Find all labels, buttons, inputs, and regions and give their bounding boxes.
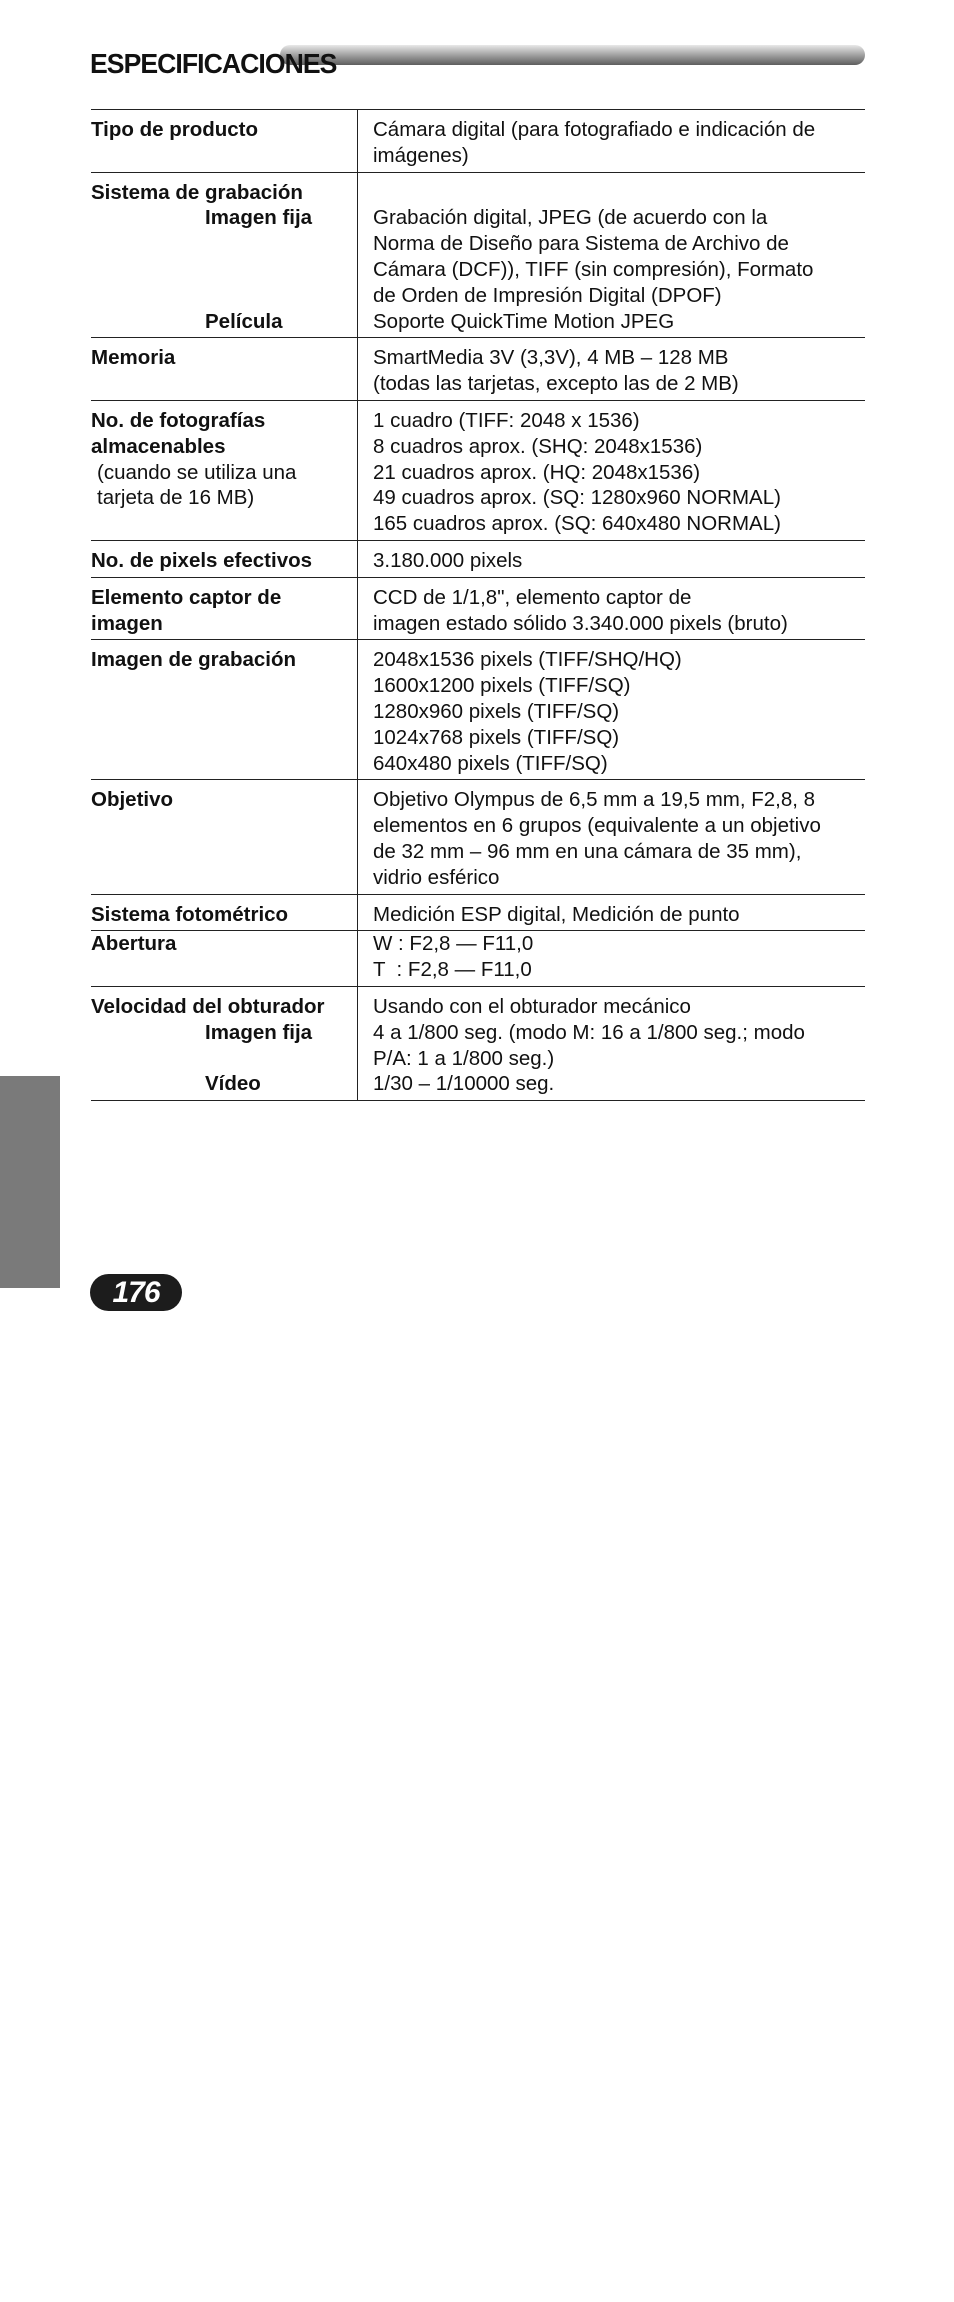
spec-value: W : F2,8 — F11,0 bbox=[373, 932, 534, 956]
spec-label: Velocidad del obturador bbox=[91, 994, 325, 1018]
spec-value: Objetivo Olympus de 6,5 mm a 19,5 mm, F2,8, 8 bbox=[373, 788, 816, 812]
language-side-tab bbox=[0, 1076, 60, 2302]
spec-value: Soporte QuickTime Motion JPEG bbox=[373, 309, 675, 333]
spec-row-objetivo bbox=[91, 780, 865, 894]
spec-value: 1024x768 pixels (TIFF/SQ) bbox=[373, 725, 620, 749]
spec-value: Cámara (DCF)), TIFF (sin compresión), Formato bbox=[373, 257, 814, 281]
spec-label: Objetivo bbox=[91, 788, 174, 812]
spec-label: almacenables bbox=[91, 434, 226, 458]
spec-value: (todas las tarjetas, excepto las de 2 MB) bbox=[373, 372, 739, 396]
spec-value: Grabación digital, JPEG (de acuerdo con la bbox=[373, 206, 768, 230]
spec-sublabel: Imagen fija bbox=[205, 206, 313, 230]
spec-value: Medición ESP digital, Medición de punto bbox=[373, 902, 740, 926]
spec-label: No. de fotografías bbox=[91, 408, 266, 432]
spec-sublabel: Imagen fija bbox=[205, 1020, 313, 1044]
spec-label: No. de pixels efectivos bbox=[91, 548, 313, 572]
spec-note: (cuando se utiliza una bbox=[97, 460, 297, 484]
spec-value: 1280x960 pixels (TIFF/SQ) bbox=[373, 699, 620, 723]
spec-row-imagen-grabacion bbox=[91, 640, 865, 780]
spec-note: tarjeta de 16 MB) bbox=[97, 486, 255, 510]
spec-value: imágenes) bbox=[373, 143, 469, 167]
spec-value: 1/30 – 1/10000 seg. bbox=[373, 1072, 555, 1096]
spec-label: Imagen de grabación bbox=[91, 648, 297, 672]
spec-row-fotografias bbox=[91, 400, 865, 540]
spec-label: Abertura bbox=[91, 932, 177, 956]
spec-value: 4 a 1/800 seg. (modo M: 16 a 1/800 seg.; modo bbox=[373, 1020, 805, 1044]
spec-value: T : F2,8 — F11,0 bbox=[373, 958, 532, 982]
spec-label: Sistema fotométrico bbox=[91, 902, 289, 926]
spec-row-obturador bbox=[91, 986, 865, 1100]
spec-row-tipo-producto bbox=[91, 110, 865, 173]
spec-value: 3.180.000 pixels bbox=[373, 548, 523, 572]
spec-label: Tipo de producto bbox=[91, 118, 259, 141]
spec-value: CCD de 1/1,8", elemento captor de bbox=[373, 585, 692, 609]
spec-value: 2048x1536 pixels (TIFF/SHQ/HQ) bbox=[373, 648, 682, 672]
spec-value: SmartMedia 3V (3,3V), 4 MB – 128 MB bbox=[373, 346, 729, 370]
spec-value: 1 cuadro (TIFF: 2048 x 1536) bbox=[373, 408, 640, 432]
spec-label: Memoria bbox=[91, 346, 176, 370]
title-bar-decoration bbox=[280, 45, 865, 65]
page-number: 176 bbox=[112, 1276, 160, 1309]
spec-value: Usando con el obturador mecánico bbox=[373, 994, 691, 1018]
spec-row-fotometrico bbox=[91, 894, 865, 931]
spec-value: Norma de Diseño para Sistema de Archivo de bbox=[373, 232, 789, 256]
specifications-table bbox=[91, 109, 865, 1101]
spec-value: de Orden de Impresión Digital (DPOF) bbox=[373, 283, 722, 307]
page-number-badge bbox=[90, 1274, 182, 1311]
spec-value: 21 cuadros aprox. (HQ: 2048x1536) bbox=[373, 460, 701, 484]
spec-value: vidrio esférico bbox=[373, 865, 500, 889]
spec-label: imagen bbox=[91, 611, 163, 635]
language-label: ESPAÑOL bbox=[19, 2209, 40, 2302]
spec-value: Cámara digital (para fotografiado e indicación de bbox=[373, 118, 816, 141]
spec-value: 165 cuadros aprox. (SQ: 640x480 NORMAL) bbox=[373, 512, 781, 536]
spec-row-abertura bbox=[91, 931, 865, 987]
spec-value: de 32 mm – 96 mm en una cámara de 35 mm), bbox=[373, 839, 802, 863]
spec-row-pixels bbox=[91, 540, 865, 577]
spec-label: Elemento captor de bbox=[91, 585, 282, 609]
spec-value: 1600x1200 pixels (TIFF/SQ) bbox=[373, 674, 631, 698]
spec-sublabel: Vídeo bbox=[205, 1072, 261, 1096]
spec-row-sistema-grabacion bbox=[91, 172, 865, 338]
spec-value: imagen estado sólido 3.340.000 pixels (bruto) bbox=[373, 611, 788, 635]
spec-value: P/A: 1 a 1/800 seg.) bbox=[373, 1046, 555, 1070]
spec-row-captor bbox=[91, 577, 865, 640]
page-title: ESPECIFICACIONES bbox=[90, 48, 337, 79]
spec-row-memoria bbox=[91, 338, 865, 401]
spec-value: 640x480 pixels (TIFF/SQ) bbox=[373, 751, 608, 775]
spec-value: 8 cuadros aprox. (SHQ: 2048x1536) bbox=[373, 434, 703, 458]
spec-label: Sistema de grabación bbox=[91, 180, 303, 204]
spec-value: elementos en 6 grupos (equivalente a un objetivo bbox=[373, 814, 821, 838]
spec-value: 49 cuadros aprox. (SQ: 1280x960 NORMAL) bbox=[373, 486, 781, 510]
spec-sublabel: Película bbox=[205, 309, 283, 333]
